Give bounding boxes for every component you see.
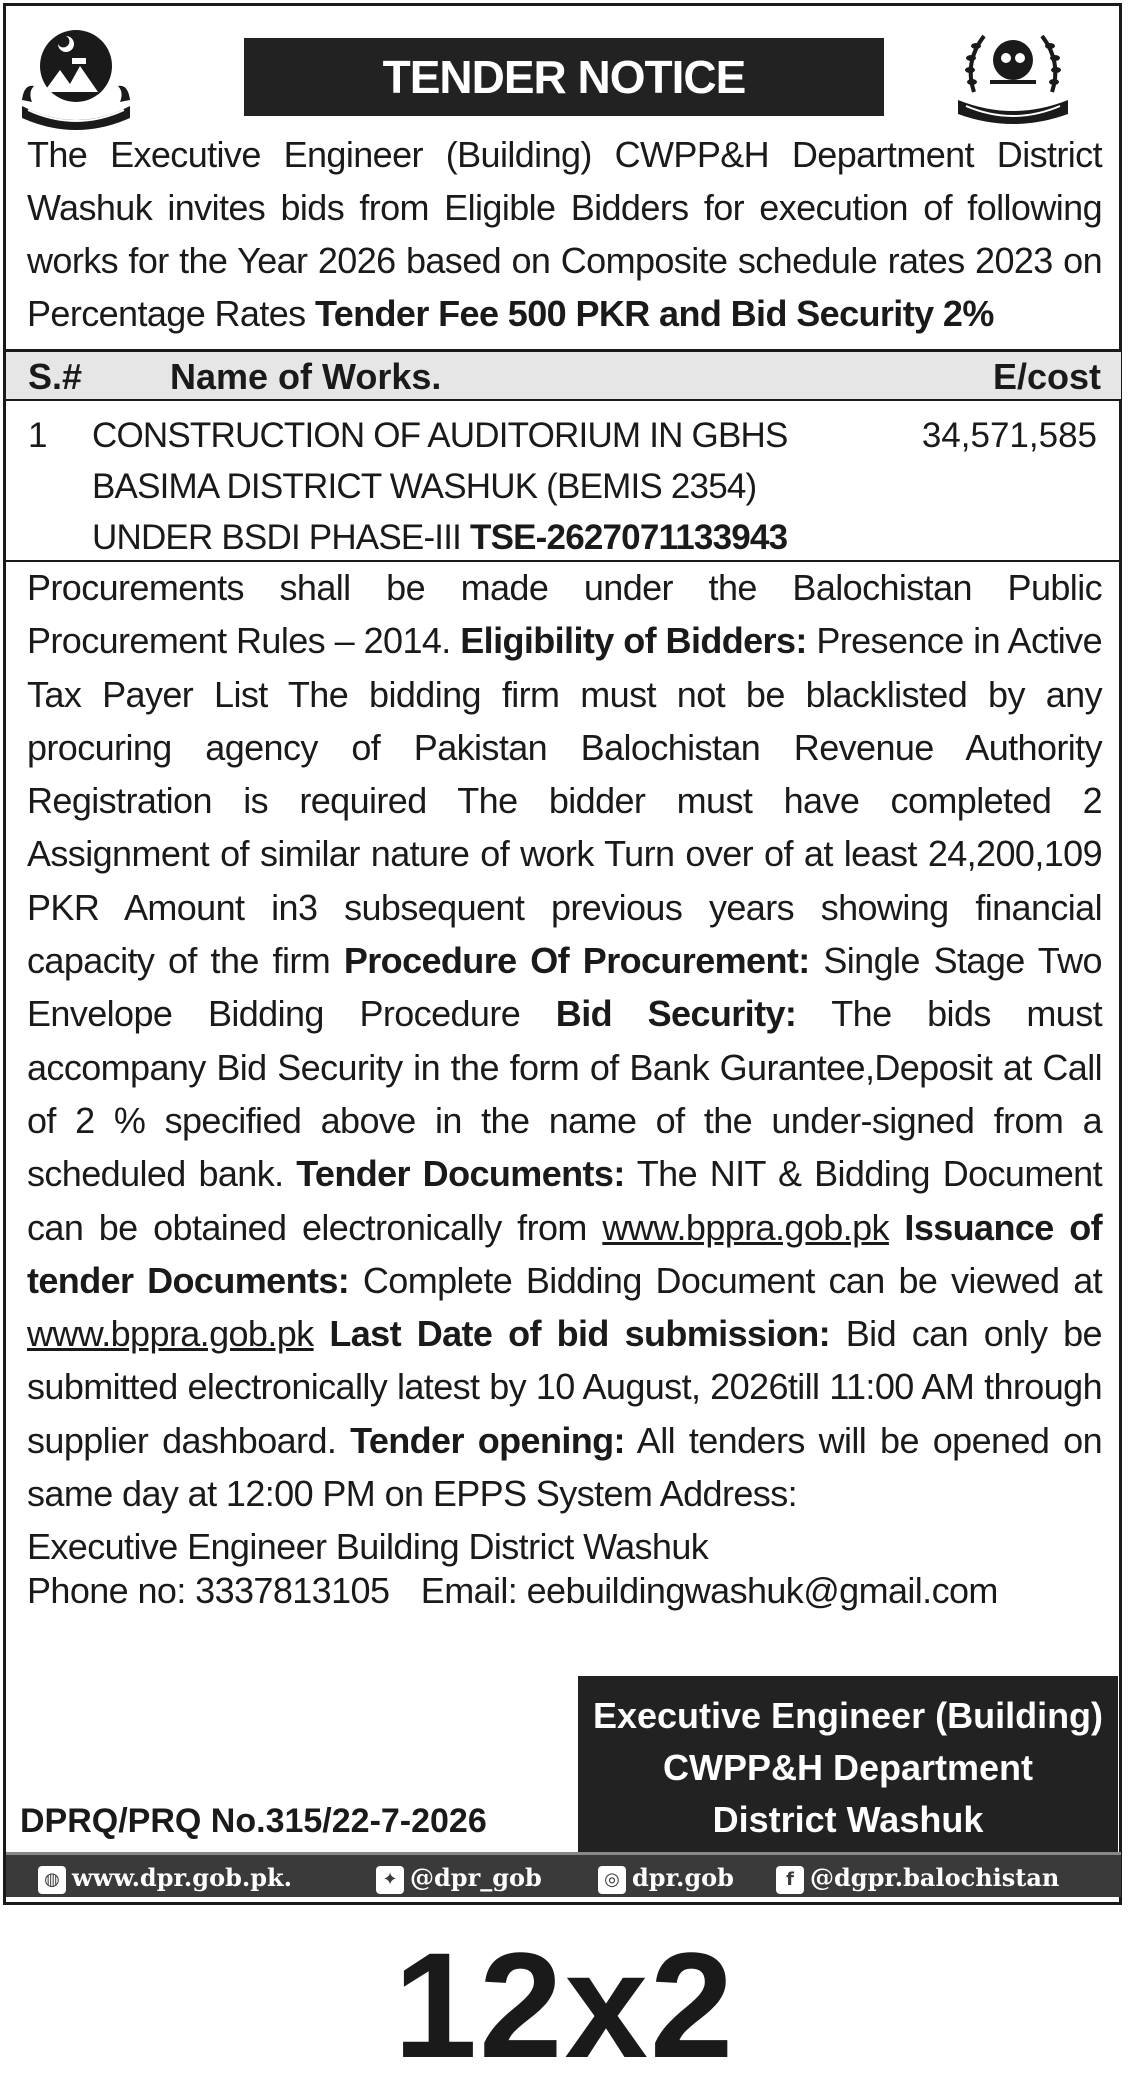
row-work-name: [92, 410, 872, 563]
bppra-link[interactable]: www.bppra.gob.pk: [27, 1313, 314, 1355]
work-line: [92, 512, 872, 563]
footer-facebook[interactable]: [776, 1855, 1059, 1900]
balochistan-government-logo: [14, 22, 138, 130]
phone-number: Phone no: 3337813105: [27, 1570, 390, 1611]
dprq-reference: DPRQ/PRQ No.315/22-7-2026: [20, 1802, 487, 1840]
bppra-link[interactable]: www.bppra.gob.pk: [602, 1206, 889, 1248]
table-row: [6, 402, 1121, 562]
twitter-text: @dpr_gob: [410, 1863, 542, 1892]
ad-size-label: 12x2: [393, 1921, 736, 2089]
procurement-rules: Procurements shall be made under the Balochistan Public Procurement Rules – 2014.: [27, 567, 1102, 662]
contact-line: [27, 1566, 998, 1616]
facebook-text: @dgpr.balochistan: [810, 1863, 1060, 1892]
last-date-label: Last Date of bid submission:: [313, 1313, 830, 1355]
facebook-icon: f: [776, 1866, 804, 1894]
email-address: Email: eebuildingwashuk@gmail.com: [420, 1570, 998, 1611]
website-text: www.dpr.gob.pk.: [72, 1863, 292, 1892]
tse-number: TSE-2627071133943: [470, 518, 788, 557]
tender-notice-title: TENDER NOTICE: [244, 38, 884, 116]
address-line: Executive Engineer Building District Washuk: [27, 1526, 709, 1568]
row-sno: 1: [28, 416, 48, 455]
procurement-details: [27, 561, 1102, 1574]
eligibility-label: Eligibility of Bidders:: [460, 620, 807, 662]
issuance-label: Issuance of tender Documents:: [27, 1206, 1102, 1301]
globe-icon: ◍: [38, 1866, 66, 1894]
instagram-icon: ◎: [598, 1866, 626, 1894]
works-table-header: [6, 349, 1121, 401]
tender-opening-text: All tenders will be opened on same day at 12:00 PM on EPPS System Address:: [27, 1419, 1102, 1515]
signature-district: District Washuk: [712, 1799, 984, 1840]
work-line: CONSTRUCTION OF AUDITORIUM IN GBHS: [92, 416, 788, 455]
footer-twitter[interactable]: [376, 1855, 542, 1900]
procedure-label: Procedure Of Procurement:: [343, 940, 810, 982]
tender-documents-text: The NIT & Bidding Document can be obtained electronically from: [27, 1153, 1102, 1248]
header-sno: S.#: [28, 356, 83, 397]
header-ecost: E/cost: [992, 356, 1101, 397]
eligibility-text: Presence in Active Tax Payer List The bidding firm must not be blacklisted by any procuring agency of Pakistan Balochistan Revenue Authority Registration is required The bidder must have completed 2 Assignment of similar nature of work Turn over of at least 24,200,109 PKR Amount in3 subsequent previous years showing financial capacity of the firm: [27, 620, 1102, 982]
footer-instagram[interactable]: [598, 1855, 734, 1900]
signature-block: [578, 1676, 1118, 1852]
dgpr-balochistan-logo: [954, 22, 1072, 130]
intro-text: The Executive Engineer (Building) CWPP&H Department District Washuk invites bids from Eligible Bidders for execution of following works for the Year 2026 based on Composite schedule rates 2023 on Percentage Rates: [27, 134, 1102, 334]
instagram-text: dpr.gob: [632, 1863, 734, 1892]
bid-security-label: Bid Security:: [555, 993, 797, 1035]
row-cost: 34,571,585: [921, 416, 1097, 455]
header-name-of-works: Name of Works.: [170, 356, 442, 397]
work-line-text: UNDER BSDI PHASE-III: [92, 518, 470, 557]
tender-documents-label: Tender Documents:: [296, 1153, 625, 1195]
intro-paragraph: [27, 128, 1102, 340]
last-date-text: Bid can only be submitted electronically latest by 10 August, 2026till 11:00 AM through supplier dashboard.: [27, 1313, 1102, 1461]
signature-department: CWPP&H Department: [662, 1747, 1034, 1788]
footer-social-bar: [6, 1852, 1121, 1897]
bid-security-text: The bids must accompany Bid Security in the form of Bank Gurantee,Deposit at Call of 2 % specified above in the name of the under-signed from a scheduled bank.: [27, 993, 1102, 1195]
intro-fee-security: Tender Fee 500 PKR and Bid Security 2%: [314, 293, 994, 334]
footer-website[interactable]: [38, 1855, 292, 1900]
tender-opening-label: Tender opening:: [350, 1419, 625, 1461]
twitter-icon: ✦: [376, 1866, 404, 1894]
signature-title: Executive Engineer (Building): [592, 1695, 1104, 1736]
work-line: BASIMA DISTRICT WASHUK (BEMIS 2354): [92, 467, 757, 506]
issuance-text: Complete Bidding Document can be viewed at: [349, 1259, 1103, 1301]
procedure-text: Single Stage Two Envelope Bidding Procedure: [27, 940, 1102, 1035]
